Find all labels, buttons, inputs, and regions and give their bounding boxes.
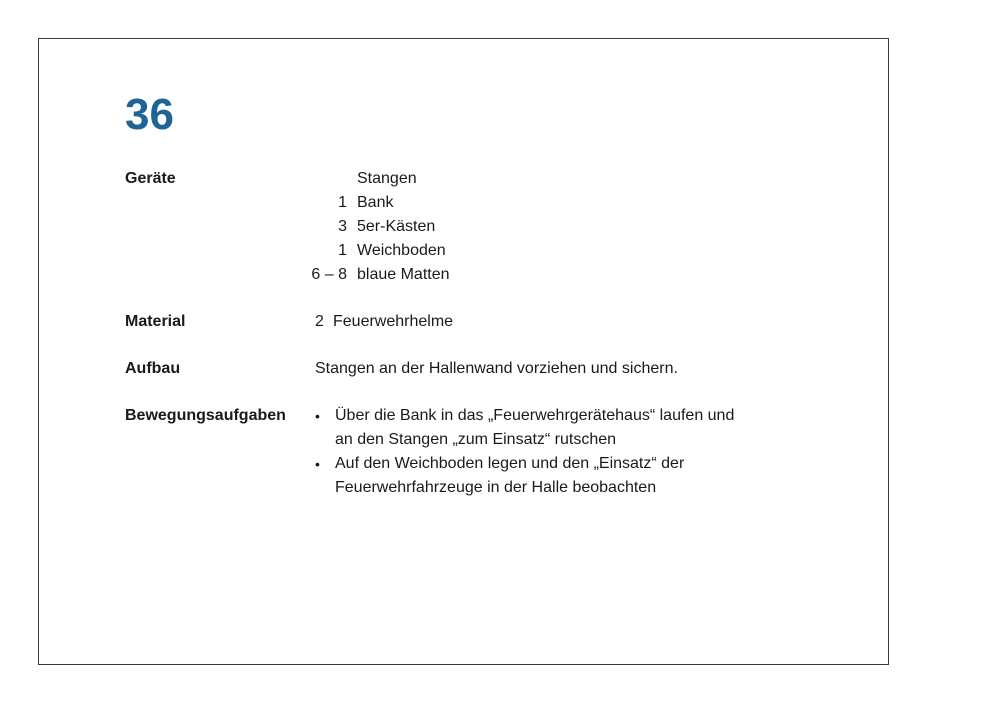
geraete-name: Bank	[357, 194, 394, 211]
geraete-qty: 1	[338, 242, 347, 259]
exercise-card	[38, 38, 889, 665]
material-qty: 2	[315, 313, 324, 330]
task-line: Über die Bank in das „Feuerwehrgerätehaus“ laufen und	[335, 407, 735, 424]
geraete-name: Weichboden	[357, 242, 446, 259]
geraete-qty: 6 – 8	[311, 266, 347, 283]
bewegungsaufgaben-label: Bewegungsaufgaben	[125, 407, 286, 424]
task-line: an den Stangen „zum Einsatz“ rutschen	[335, 431, 617, 448]
task-text	[335, 404, 775, 452]
task-line: Auf den Weichboden legen und den „Einsatz“ der	[335, 455, 685, 472]
geraete-name: blaue Matten	[357, 266, 450, 283]
bullet-icon: •	[315, 456, 320, 472]
material-label: Material	[125, 313, 186, 330]
geraete-name: 5er-Kästen	[357, 218, 436, 235]
geraete-qty: 3	[338, 218, 347, 235]
aufbau-label: Aufbau	[125, 360, 181, 377]
geraete-qty: 1	[338, 194, 347, 211]
aufbau-text: Stangen an der Hallenwand vorziehen und sichern.	[315, 360, 678, 377]
bullet-icon: •	[315, 408, 320, 424]
task-line: Feuerwehrfahrzeuge in der Halle beobachten	[335, 479, 657, 496]
material-name: Feuerwehrhelme	[333, 313, 454, 330]
task-text	[335, 452, 775, 500]
exercise-number: 36	[125, 90, 174, 139]
geraete-name: Stangen	[357, 170, 417, 187]
geraete-label: Geräte	[125, 170, 176, 187]
